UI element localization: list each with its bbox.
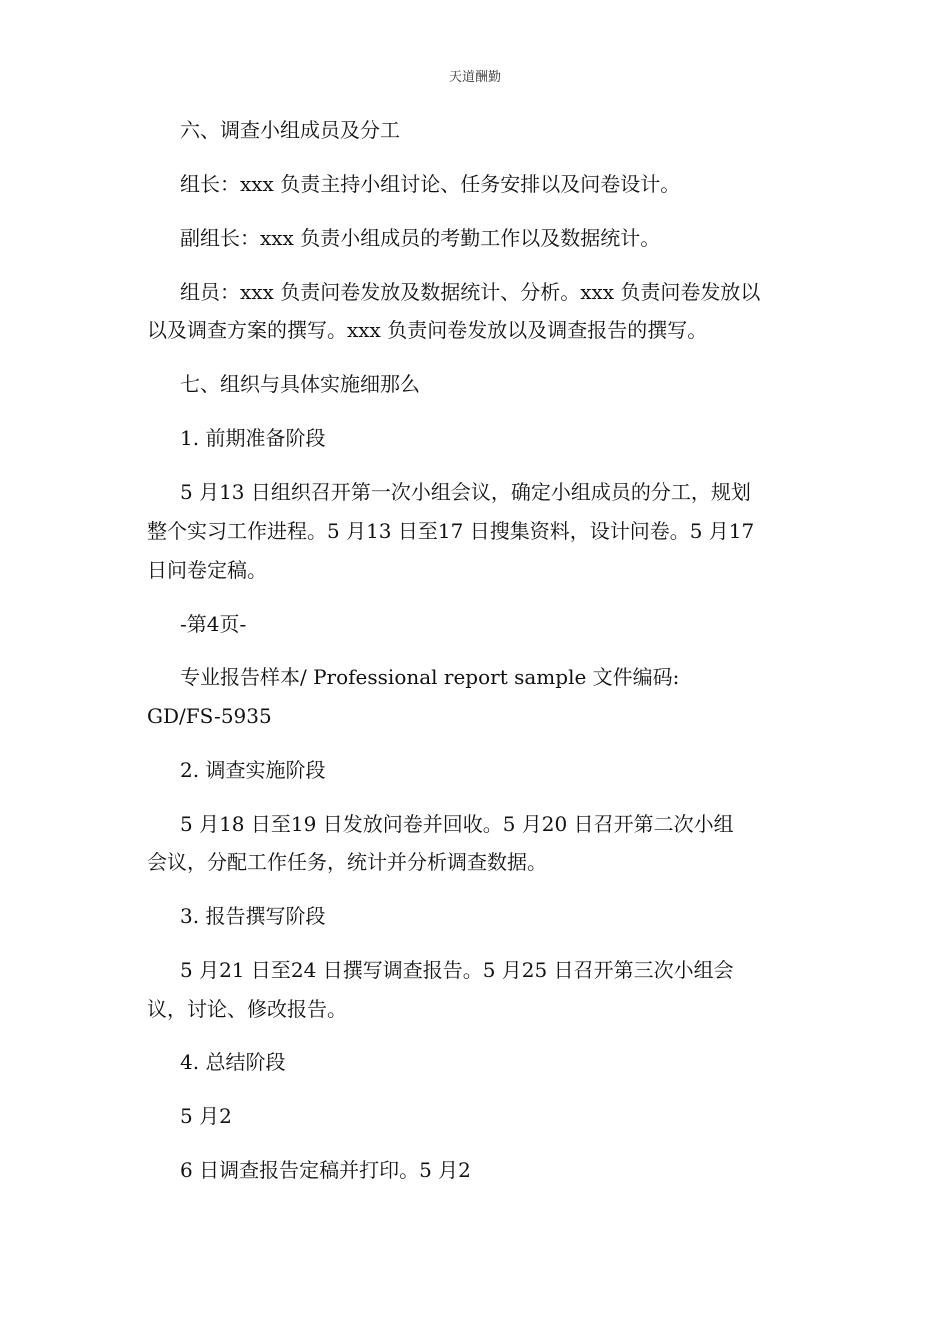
paragraph-members-line1: 组员：xxx 负责问卷发放及数据统计、分析。xxx 负责问卷发放以 (180, 280, 761, 304)
subheading-report-writing: 3. 报告撰写阶段 (180, 904, 326, 928)
paragraph-report-writing-line1: 5 月21 日至24 日撰写调查报告。5 月25 日召开第三次小组会 (180, 958, 734, 982)
paragraph-preparation-line2: 整个实习工作进程。5 月13 日至17 日搜集资料，设计问卷。5 月17 (147, 519, 755, 543)
subheading-preparation: 1. 前期准备阶段 (180, 426, 326, 450)
subheading-summary: 4. 总结阶段 (180, 1050, 286, 1074)
paragraph-implementation-line2: 会议，分配工作任务，统计并分析调查数据。 (147, 850, 547, 874)
report-sample-label: 专业报告样本/ Professional report sample 文件编码: (180, 665, 680, 689)
page-header: 天道酬勤 (448, 70, 501, 85)
section-heading-7: 七、组织与具体实施细那么 (180, 372, 420, 396)
section-heading-6: 六、调查小组成员及分工 (180, 118, 400, 142)
paragraph-summary-line2: 6 日调查报告定稿并打印。5 月2 (180, 1158, 471, 1182)
subheading-implementation: 2. 调查实施阶段 (180, 758, 326, 782)
paragraph-leader: 组长：xxx 负责主持小组讨论、任务安排以及问卷设计。 (180, 172, 681, 196)
paragraph-preparation-line3: 日问卷定稿。 (147, 558, 267, 582)
paragraph-preparation-line1: 5 月13 日组织召开第一次小组会议，确定小组成员的分工，规划 (180, 480, 751, 504)
page-number: -第4页- (180, 612, 247, 636)
paragraph-members-line2: 以及调查方案的撰写。xxx 负责问卷发放以及调查报告的撰写。 (147, 318, 708, 342)
paragraph-report-writing-line2: 议，讨论、修改报告。 (147, 997, 347, 1021)
paragraph-summary-line1: 5 月2 (180, 1104, 232, 1128)
paragraph-implementation-line1: 5 月18 日至19 日发放问卷并回收。5 月20 日召开第二次小组 (180, 812, 734, 836)
document-code: GD/FS-5935 (147, 704, 272, 728)
paragraph-deputy-leader: 副组长：xxx 负责小组成员的考勤工作以及数据统计。 (180, 226, 661, 250)
